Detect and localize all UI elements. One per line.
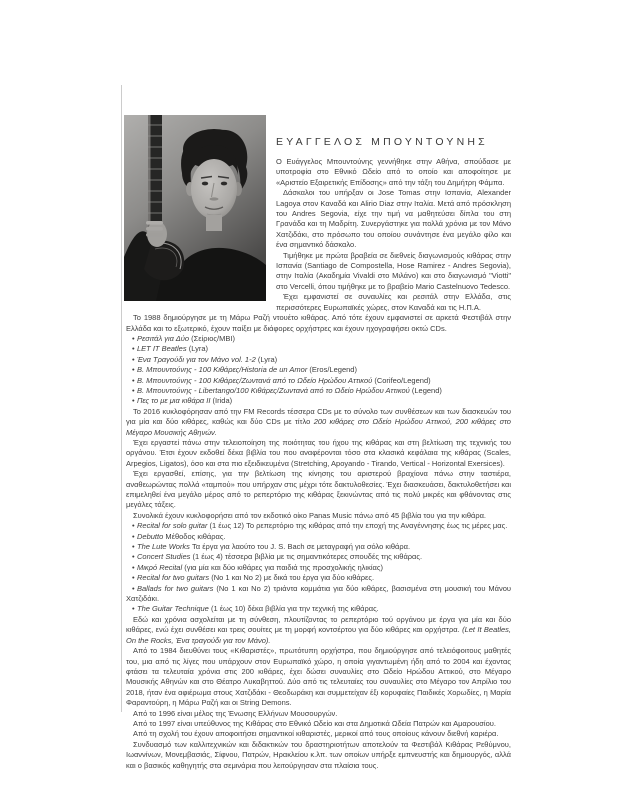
paragraph-prizes: Τιμήθηκε με πρώτα βραβεία σε διεθνείς διαγωνισμούς κιθάρας στην Ισπανία (Santiago de Compostella, Hose Ramirez - Andres Segovia), στην Ιταλία (Ακαδημία Vivaldi στο Μιλάνο) και στο διαγωνισμό "Viotti" στο Vercelli, όπου τιμήθηκε με το βραβείο Mario Castelnuovo Tedesco. (276, 250, 511, 291)
paragraph-panas-music: Συνολικά έχουν κυκλοφορήσει από τον εκδοτικό οίκο Panas Music πάνω από 45 βιβλία του για την κιθάρα. (133, 510, 487, 520)
work-title: Β. Μπουντούνης - 100 Κιθάρες/Historia de un Amor (137, 365, 308, 375)
work-title: Μικρό Recital (137, 562, 183, 572)
bullet-icon: • (132, 344, 135, 354)
portrait-photo (124, 115, 266, 301)
bullet-icon: • (132, 385, 135, 395)
book-list-item: • Debutto Μέθοδος κιθάρας. (132, 531, 226, 541)
paragraph-technique: Έχει εργασθεί, επίσης, για την βελτίωση της κίνησης του αριστερού βραχίονα πάνω στην ταστιέρα, αναθεωρώντας πολλά «ταμπού» που υπήρχαν στις μέχρι τότε δακτυλοθεσίες. Έχει διασκευάσει, δακτυλοθετήσει και επιμεληθεί ένα μεγάλο μέρος από το ρεπερτόριο της κιθάρας ξεκινώντας από τις πολύ μικρές και φθάνοντας στις μεγάλες τάξεις. (126, 469, 511, 510)
cd-list-item: • Ρεσιτάλ για Δύο (Σείριος/MBI) (132, 333, 235, 343)
bullet-icon: • (132, 333, 135, 343)
book-list-item: • The Lute Works Τα έργα για λαούτο του J. S. Bach σε μεταγραφή για σόλο κιθάρα. (132, 542, 411, 552)
work-title: Πες το με μια κιθάρα ΙΙ (137, 396, 211, 406)
work-title: LET IT Beatles (137, 344, 187, 354)
paragraph-students: Από τη σχολή του έχουν αποφοιτήσει σημαντικοί κιθαριστές, μερικοί από τους οποίους κάνουν διεθνή καριέρα. (133, 729, 499, 739)
book-list-item: • Μικρό Recital (για μία και δύο κιθάρες για παιδιά της προσχολικής ηλικίας) (132, 562, 383, 572)
bullet-icon: • (132, 573, 135, 583)
bullet-icon: • (132, 531, 135, 541)
bullet-icon: • (132, 583, 135, 593)
cd-list-item: • Ένα Τραγούδι για τον Μάνο vol. 1-2 (Lyra) (132, 354, 278, 364)
portrait-image (124, 115, 266, 301)
paragraph-kitharistes: Από το 1984 διευθύνει τους «Κιθαριστές», πρωτότυπη ορχήστρα, που δημιούργησε από τελειόφοιτους μαθητές του, μια από τις λίγες που υπάρχουν στον Ευρωπαϊκό χώρο, η οποία γιγαντωμένη ήδη από το 2004 και έχοντας φτάσει τα τελευταία χρόνια στις 200 κιθάρες, έχει δώσει συναυλίες στο Ωδείο Ηρώδου Αττικού, στο Μέγαρο Μουσικής Αθηνών και στο Θέατρο Λυκαβηττού. Δύο από τις τελευταίες του συναυλίες στο Μέγαρο τον Απρίλιο του 2018, ήταν ένα αφιέρωμα στους Χατζιδάκι - Θεοδωράκη και συμμετείχαν έξι κορυφαίες Παιδικές Χορωδίες, η Μαρία Φαραντούρη, η Μάρω Ραζή και οι String Demons. (126, 646, 511, 708)
paragraph-concerts: Έχει εμφανιστεί σε συναυλίες και ρεσιτάλ στην Ελλάδα, στις περισσότερες Ευρωπαϊκές χώρες, στον Καναδά και τις Η.Π.Α. (276, 292, 511, 312)
book-list-item: • Ballads for two guitars (Νο 1 και Νο 2) τριάντα κομμάτια για δύο κιθάρες, βασισμένα στη μουσική του Μάνου Χατζιδάκι. (126, 583, 511, 604)
paragraph-festivals: Συνδυασμό των καλλιτεχνικών και διδακτικών του δραστηριοτήτων αποτελούν τα Φεστιβάλ Κιθάρας Ρεθύμνου, Ιωαννίνων, Μονεμβασιάς, Σίφνου, Πατρών, Ηρακλείου κ.λπ. των οποίων υπήρξε εμπνευστής και δημιουργός, αλλά και ο βασικός καθηγητής στα σεμινάρια που λειτούργησαν στα πλαίσια τους. (126, 739, 511, 770)
book-list-item: • Recital for two guitars (Νο 1 και Νο 2) με δικά του έργα για δύο κιθάρες. (132, 573, 375, 583)
bullet-icon: • (132, 562, 135, 572)
bullet-icon: • (132, 354, 135, 364)
paragraph-composition: Εδώ και χρόνια ασχολείται με τη σύνθεση, πλουτίζοντας το ρεπερτόριο τού οργάνου με έργα για μία και δύο κιθάρες, ενώ έχει συνθέσει και τρεις σουίτες με τη μορφή κοντσέρτου για δύο κιθάρες και ορχήστρα. (Let It Beatles, On the Rocks, Ένα τραγούδι για τον Μάνο). (126, 614, 511, 645)
book-list-item: • The Guitar Technique (1 έως 10) δέκα βιβλία για την τεχνική της κιθάρας. (132, 604, 379, 614)
work-title: Ballads for two guitars (137, 583, 214, 593)
work-title: Β. Μπουντούνης - 100 Κιθάρες/Ζωντανά από το Ωδείο Ηρώδου Αττικού (137, 375, 373, 385)
work-title: Ρεσιτάλ για Δύο (137, 333, 190, 343)
bullet-icon: • (132, 365, 135, 375)
left-margin-rule (121, 85, 122, 712)
paragraph-1997: Από το 1997 είναι υπεύθυνος της Κιθάρας στο Εθνικό Ωδείο και στα Δημοτικά Ωδεία Πατρών και Αμαρουσίου. (133, 718, 496, 728)
page-title: ΕΥΑΓΓΕΛΟΣ ΜΠΟΥΝΤΟΥΝΗΣ (276, 136, 488, 148)
paragraph-2016-releases: Το 2016 κυκλοφόρησαν από την FM Records τέσσερα CDs με το σύνολο των συνθέσεων και των διασκευών του για μία και δύο κιθάρες, καθώς και δύο CDs με τίτλο 200 κιθάρες στο Ωδείο Ηρώδου Αττικού, 200 κιθάρες στο Μέγαρο Μουσικής Αθηνών. (126, 406, 511, 437)
book-list-item: • Recital for solo guitar (1 έως 12) Το ρεπερτόριο της κιθάρας από την εποχή της Αναγέννησης έως τις μέρες μας. (132, 521, 508, 531)
bullet-icon: • (132, 396, 135, 406)
work-title: Recital for solo guitar (137, 521, 208, 531)
paragraph-teachers: Δάσκαλοι του υπήρξαν οι Jose Tomas στην Ισπανία, Alexander Lagoya στον Καναδά και Alirio Diaz στην Ιταλία. Μετά από πρόσκληση του Andres Segovia, είχε την τιμή να μαθητεύσει δίπλα του στη Γρανάδα και τη Μαδρίτη. Συνεργάστηκε για πολλά χρόνια με τον Μάνο Χατζιδάκι, στο πρόσωπο του οποίου συνάντησε ένα μεγάλο φίλο και ένα σημαντικό δάσκαλο. (276, 188, 511, 250)
work-title: The Guitar Technique (137, 604, 209, 614)
work-title: 200 κιθάρες στο Ωδείο Ηρώδου Αττικού, 200 κιθάρες στο Μέγαρο Μουσικής Αθηνών. (126, 417, 511, 437)
bullet-icon: • (132, 375, 135, 385)
paragraph-duo: Το 1988 δημιούργησε με τη Μάρω Ραζή ντουέτο κιθάρας. Από τότε έχουν εμφανιστεί σε αρκετά Φεστιβάλ στην Ελλάδα και το εξωτερικό, έχουν παίξει με διάφορες ορχήστρες και έχουν ηχογραφήσει οκτώ CDs. (126, 313, 511, 333)
paragraph-intro: Ο Ευάγγελος Μπουντούνης γεννήθηκε στην Αθήνα, σπούδασε με υποτροφία στο Εθνικό Ωδείο από το οποίο και αποφοίτησε με «Αριστείο Εξαιρετικής Επίδοσης» από την τάξη του Δημήτρη Φάμπα. (276, 157, 511, 187)
work-title: (Let It Beatles, On the Rocks, Ένα τραγούδι για τον Μάνο). (126, 625, 511, 645)
biography-content (126, 115, 511, 771)
work-title: Β. Μπουντούνης - Libertango/100 Κιθάρες/Ζωντανά από το Ωδείο Ηρώδου Αττικού (137, 385, 410, 395)
book-list-item: • Concert Studies (1 έως 4) τέσσερα βιβλία με τις σημαντικότερες σπουδές της κιθάρας. (132, 552, 423, 562)
cd-list-item: • Β. Μπουντούνης - Libertango/100 Κιθάρες/Ζωντανά από το Ωδείο Ηρώδου Αττικού (Legend) (132, 385, 442, 395)
paragraph-1996: Από το 1996 είναι μέλος της Ένωσης Ελλήνων Μουσουργών. (133, 708, 338, 718)
cd-list-item: • Β. Μπουντούνης - 100 Κιθάρες/Historia de un Amor (Eros/Legend) (132, 365, 357, 375)
work-title: Concert Studies (137, 552, 191, 562)
paragraph-books: Έχει εργαστεί πάνω στην τελειοποίηση της ποιότητας του ήχου της κιθάρας και στη βελτίωση της τεχνικής του οργάνου. Έτσι έχουν εκδοθεί δέκα βιβλία του που αναφέρονται τόσο στα κλασικά κεφάλαια της κιθάρας (Scales, Arpegios, Ligatos), όσο και στα πιο εξειδικευμένα (Stretching, Apoyando - Tirando, Vertical - Horizontal Exersices). (126, 437, 511, 468)
bullet-icon: • (132, 542, 135, 552)
work-title: Recital for two guitars (137, 573, 210, 583)
work-title: The Lute Works (137, 542, 190, 552)
bullet-icon: • (132, 521, 135, 531)
work-title: Debutto (137, 531, 164, 541)
cd-list-item: • Πες το με μια κιθάρα ΙΙ (Irida) (132, 396, 233, 406)
bullet-icon: • (132, 552, 135, 562)
cd-list-item: • LET IT Beatles (Lyra) (132, 344, 208, 354)
bullet-icon: • (132, 604, 135, 614)
work-title: Ένα Τραγούδι για τον Μάνο vol. 1-2 (137, 354, 256, 364)
cd-list-item: • Β. Μπουντούνης - 100 Κιθάρες/Ζωντανά από το Ωδείο Ηρώδου Αττικού (Corifeo/Legend) (132, 375, 431, 385)
